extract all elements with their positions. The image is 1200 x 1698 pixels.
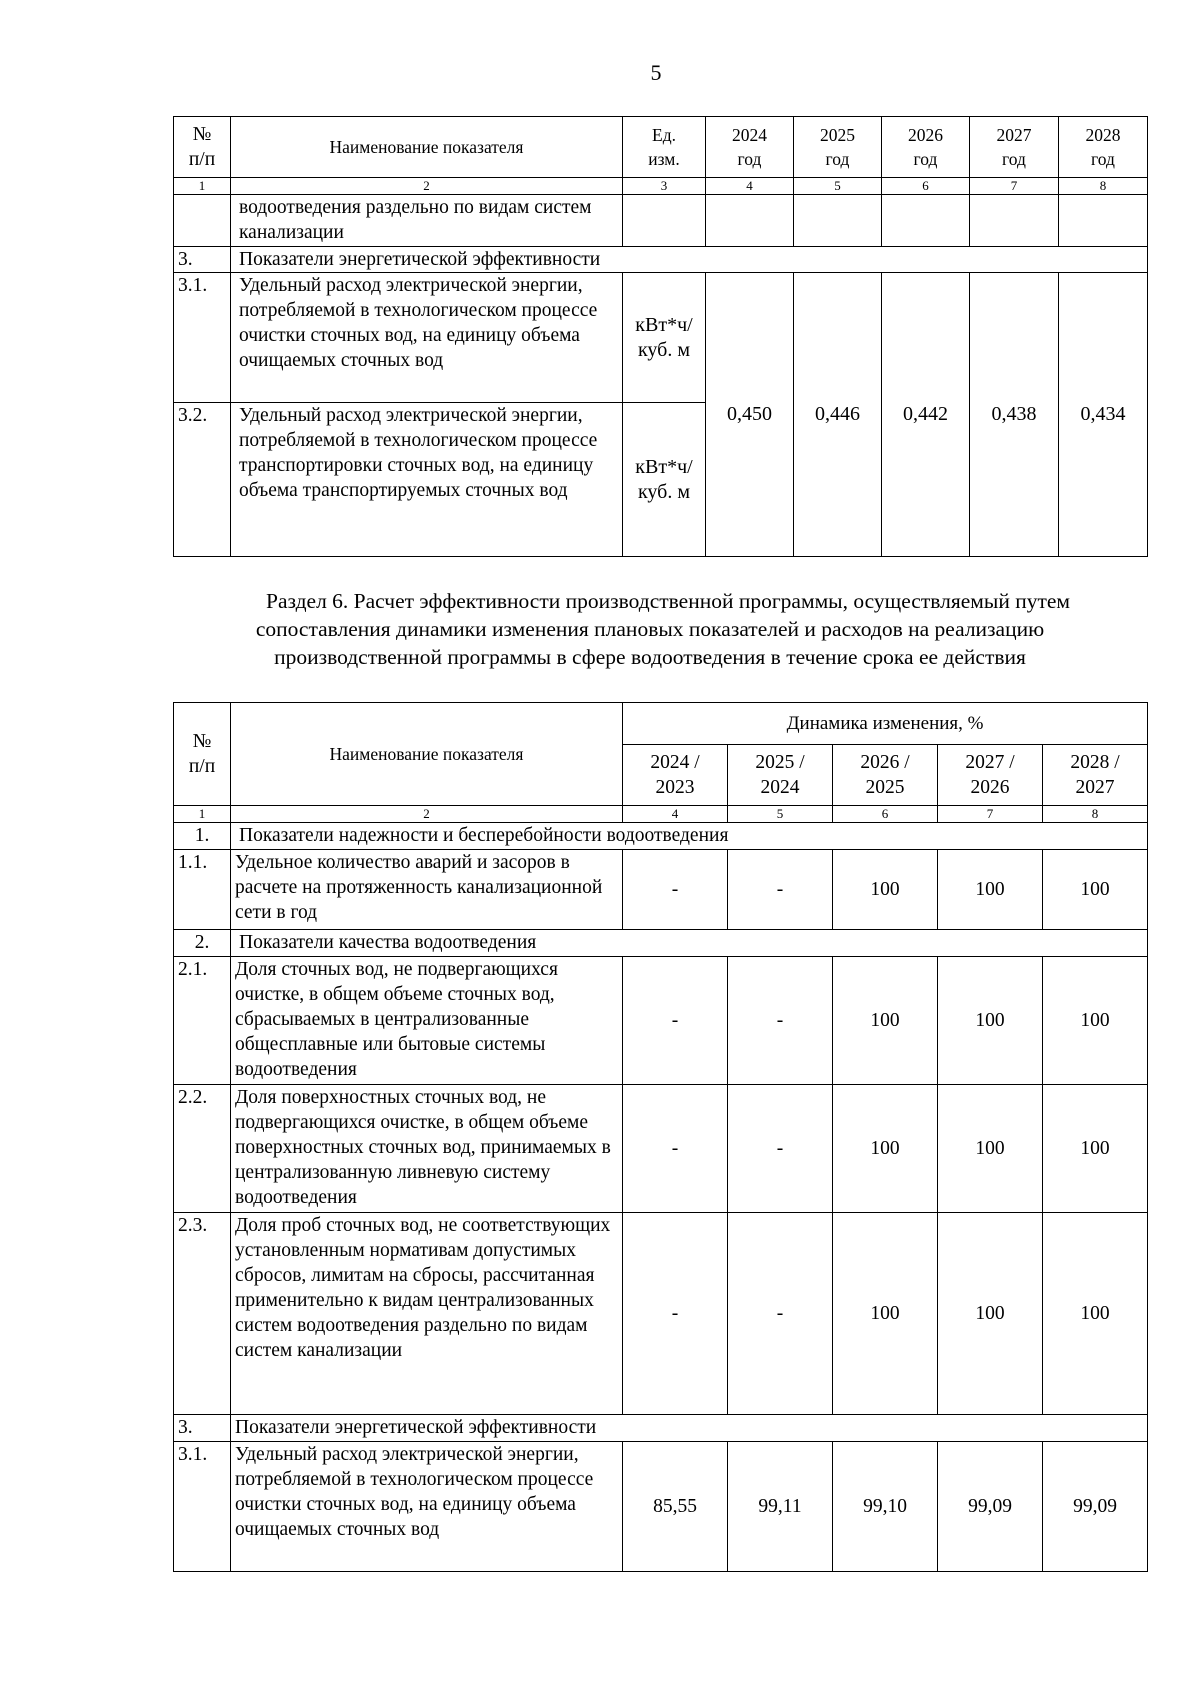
row-number: 1. [174,823,231,850]
row-name: Доля поверхностных сточных вод, не подвергающихся очистке, в общем объеме поверхностных сточных вод, принимаемых в централизованную ливневую систему водоотведения [231,1085,623,1213]
section-title: Показатели энергетической эффективности [231,1415,1148,1442]
value-cell: - [623,850,728,930]
col-number: 5 [794,178,882,195]
value-cell: 0,438 [970,273,1059,557]
col-number: 7 [938,806,1043,823]
indicators-table [173,116,1148,557]
header-period: 2025 / 2024 [728,745,833,806]
row-number: 1.1. [174,850,231,930]
row-name: Удельный расход электрической энергии, потребляемой в технологическом процессе транспортировки сточных вод, на единицу объема транспортируемых сточных вод [231,403,623,557]
value-cell: 100 [833,1213,938,1415]
value-cell: 99,09 [938,1442,1043,1572]
header-no: № п/п [174,703,231,806]
page-number: 5 [650,60,662,85]
row-number: 2.2. [174,1085,231,1213]
table1-header-row [174,117,1148,178]
value-cell: - [623,957,728,1085]
row-name: Удельный расход электрической энергии, потребляемой в технологическом процессе очистки сточных вод, на единицу объема очищаемых сточных вод [231,273,623,403]
value-cell: 85,55 [623,1442,728,1572]
row-unit: кВт*ч/ куб. м [623,273,706,403]
table-row [174,1085,1148,1213]
table-row [174,1213,1148,1415]
section-title-line: сопоставления динамики изменения плановых показателей и расходов на реализацию [255,617,1045,641]
col-number: 2 [231,178,623,195]
value-cell: 100 [833,850,938,930]
section-row [174,930,1148,957]
table-row [174,195,1148,247]
value-cell: - [728,957,833,1085]
value-cell: 99,10 [833,1442,938,1572]
col-number: 6 [833,806,938,823]
row-name: водоотведения раздельно по видам систем канализации [231,195,623,247]
row-number: 2.1. [174,957,231,1085]
header-period: 2024 / 2023 [623,745,728,806]
table-row [174,1442,1148,1572]
row-name: Удельное количество аварий и засоров в расчете на протяженность канализационной сети в год [231,850,623,930]
col-number: 2 [231,806,623,823]
row-name: Доля проб сточных вод, не соответствующих установленным нормативам допустимых сбросов, лимитам на сбросы, рассчитанная применительно к видам централизованных систем водоотведения раздельно по видам систем канализации [231,1213,623,1415]
header-name: Наименование показателя [231,117,623,178]
value-cell: 100 [938,1085,1043,1213]
row-number: 2. [174,930,231,957]
value-cell: - [728,1213,833,1415]
section-title: Показатели надежности и бесперебойности водоотведения [231,823,1148,850]
header-year-2026: 2026 год [882,117,970,178]
value-cell: 100 [938,957,1043,1085]
header-year-2028: 2028 год [1059,117,1148,178]
header-period: 2027 / 2026 [938,745,1043,806]
section-title: Показатели качества водоотведения [231,930,1148,957]
dynamics-table [173,702,1148,1572]
header-year-2024: 2024 год [706,117,794,178]
row-number: 3. [174,1415,231,1442]
value-cell: 0,450 [706,273,794,557]
header-year-2025: 2025 год [794,117,882,178]
header-no: № п/п [174,117,231,178]
value-cell: - [728,850,833,930]
row-name: Доля сточных вод, не подвергающихся очистке, в общем объеме сточных вод, сбрасываемых в централизованные общесплавные или бытовые системы водоотведения [231,957,623,1085]
col-number: 4 [706,178,794,195]
col-number: 8 [1043,806,1148,823]
value-cell: 100 [1043,1085,1148,1213]
table-row [174,957,1148,1085]
value-cell: 100 [1043,1213,1148,1415]
value-cell: 99,09 [1043,1442,1148,1572]
value-cell: 0,442 [882,273,970,557]
col-number: 7 [970,178,1059,195]
value-cell: - [623,1085,728,1213]
col-number: 1 [174,178,231,195]
value-cell: - [728,1085,833,1213]
value-cell: - [623,1213,728,1415]
col-number: 8 [1059,178,1148,195]
header-period: 2028 / 2027 [1043,745,1148,806]
table1-column-numbers [174,178,1148,195]
col-number: 5 [728,806,833,823]
col-number: 1 [174,806,231,823]
col-number: 3 [623,178,706,195]
table-row [174,273,1148,403]
value-cell: 100 [833,957,938,1085]
value-cell: 100 [938,850,1043,930]
row-unit: кВт*ч/ куб. м [623,403,706,557]
section-6-title [200,587,1100,671]
section-title-line: Раздел 6. Расчет эффективности производственной программы, осуществляемый путем [265,589,1070,613]
section-row [174,1415,1148,1442]
table2-column-numbers [174,806,1148,823]
value-cell: 100 [1043,957,1148,1085]
row-number: 3.1. [174,273,231,403]
header-year-2027: 2027 год [970,117,1059,178]
section-title-line: производственной программы в сфере водоотведения в течение срока ее действия [274,645,1026,669]
section-row [174,247,1148,273]
row-number: 3. [174,247,231,273]
value-cell: 100 [1043,850,1148,930]
row-number: 2.3. [174,1213,231,1415]
header-unit: Ед. изм. [623,117,706,178]
value-cell: 0,434 [1059,273,1148,557]
header-dynamics: Динамика изменения, % [623,703,1148,745]
section-title: Показатели энергетической эффективности [231,247,1148,273]
row-name: Удельный расход электрической энергии, потребляемой в технологическом процессе очистки сточных вод, на единицу объема очищаемых сточных вод [231,1442,623,1572]
value-cell: 99,11 [728,1442,833,1572]
col-number: 4 [623,806,728,823]
col-number: 6 [882,178,970,195]
table2-header-row [174,703,1148,745]
header-period: 2026 / 2025 [833,745,938,806]
value-cell: 100 [938,1213,1043,1415]
section-row [174,823,1148,850]
row-number: 3.2. [174,403,231,557]
row-number: 3.1. [174,1442,231,1572]
value-cell: 0,446 [794,273,882,557]
table-row [174,850,1148,930]
header-name: Наименование показателя [231,703,623,806]
value-cell: 100 [833,1085,938,1213]
